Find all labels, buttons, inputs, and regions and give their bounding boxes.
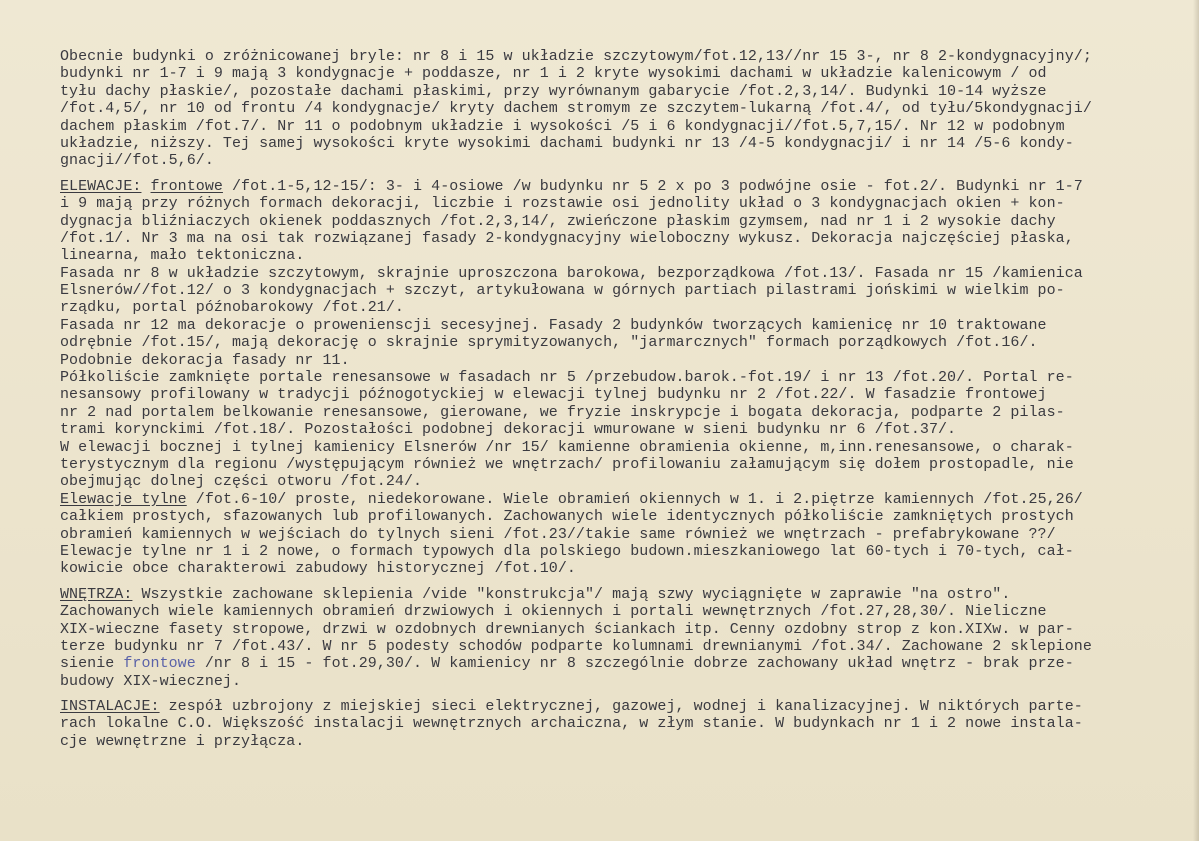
text-line: [60, 352, 1180, 369]
text-line: [60, 195, 1180, 212]
text-line: [60, 48, 1180, 65]
text-line: [60, 421, 1180, 438]
text-segment: cje wewnętrzne i przyłącza.: [60, 732, 305, 750]
text-segment: W elewacji bocznej i tylnej kamienicy Elsnerów /nr 15/ kamienne obramienia okienne, m,inn.renesansowe, o charak-: [60, 438, 1074, 456]
text-segment: obramień kamiennych w wejściach do tylnych sieni /fot.23//takie same również we wnętrzach - prefabrykowane ??/: [60, 525, 1056, 543]
text-segment: Elsnerów//fot.12/ o 3 kondygnacjach + szczyt, artykułowana w górnych partiach pilastrami jońskimi w wielkim po-: [60, 282, 1065, 300]
text-segment: /fot.6-10/ proste, niedekorowane. Wiele obramień okiennych w 1. i 2.piętrze kamiennych /fot.25,26/: [186, 490, 1083, 508]
text-line: [60, 369, 1180, 386]
document-body: [60, 48, 1180, 750]
text-segment: nesansowy profilowany w tradycji późnogotyckiej w elewacji tylnej budynku nr 2 /fot.22/. W fasadzie frontowej: [60, 386, 1047, 404]
text-segment: Fasada nr 12 ma dekoracje o prowenienscji secesyjnej. Fasady 2 budynków tworzących kamienicę nr 10 traktowane: [60, 316, 1047, 334]
text-line: [60, 638, 1180, 655]
text-line: [60, 473, 1180, 490]
text-line: [60, 491, 1180, 508]
text-segment: zespół uzbrojony z miejskiej sieci elektrycznej, gazowej, wodnej i kanalizacyjnej. W niktórych parte-: [159, 698, 1083, 716]
text-segment: frontowe: [150, 177, 223, 195]
text-line: [60, 152, 1180, 169]
text-segment: Fasada nr 8 w układzie szczytowym, skrajnie uproszczona barokowa, bezporządkowa /fot.13/. Fasada nr 15 /kamienica: [60, 264, 1083, 282]
text-segment: Elewacje tylne: [60, 490, 187, 508]
text-segment: trami korynckimi /fot.18/. Pozostałości podobnej dekoracji wmurowane w sieni budynku nr 6 /fot.37/.: [60, 421, 957, 439]
text-line: [60, 404, 1180, 421]
text-segment: budynki nr 1-7 i 9 mają 3 kondygnacje + poddasze, nr 1 i 2 kryte wysokimi dachami w układzie kalenicowym / od: [60, 65, 1047, 83]
text-line: [60, 508, 1180, 525]
text-line: [60, 673, 1180, 690]
text-line: [60, 698, 1180, 715]
text-segment: ELEWACJE:: [60, 177, 142, 195]
text-line: [60, 135, 1180, 152]
text-line: [60, 603, 1180, 620]
text-segment: /fot.1-5,12-15/: 3- i 4-osiowe /w budynku nr 5 2 x po 3 podwójne osie - fot.2/. Budynki nr 1-7: [222, 177, 1083, 195]
text-segment: dachem płaskim /fot.7/. Nr 11 o podobnym układzie i wysokości /5 i 6 kondygnacji//fot.5,7,15/. Nr 12 w podobnym: [60, 117, 1065, 135]
text-line: [60, 334, 1180, 351]
text-segment: i 9 mają przy różnych formach dekoracji, liczbie i rozstawie osi jednolity układ o 3 kondygnacjach okien + kon-: [60, 195, 1065, 213]
text-line: [60, 560, 1180, 577]
text-line: [60, 282, 1180, 299]
text-line: [60, 299, 1180, 316]
text-line: [60, 265, 1180, 282]
text-segment: INSTALACJE:: [60, 698, 160, 716]
text-segment: /nr 8 i 15 - fot.29,30/. W kamienicy nr 8 szczególnie dobrze zachowany układ wnętrz - brak prze-: [195, 655, 1074, 673]
text-segment: budowy XIX-wiecznej.: [60, 672, 242, 690]
text-line: [60, 178, 1180, 195]
text-segment: sienie: [60, 655, 124, 673]
text-segment: rządku, portal późnobarokowy /fot.21/.: [60, 299, 404, 317]
text-line: [60, 317, 1180, 334]
text-segment: [141, 178, 150, 195]
text-segment: Elewacje tylne nr 1 i 2 nowe, o formach typowych dla polskiego budown.mieszkaniowego lat 60-tych i 70-tych, cał-: [60, 542, 1074, 560]
paragraph-gap: [60, 170, 1180, 178]
text-line: [60, 586, 1180, 603]
text-line: [60, 439, 1180, 456]
text-segment: odrębnie /fot.15/, mają dekorację o skrajnie sprymityzowanych, "jarmarcznych" formach porządkowych /fot.16/.: [60, 334, 1038, 352]
text-line: [60, 621, 1180, 638]
text-segment: linearna, mało tektoniczna.: [60, 247, 305, 265]
text-segment: Wszystkie zachowane sklepienia /vide "konstrukcja"/ mają szwy wyciągnięte w zaprawie "na ostro".: [132, 585, 1011, 603]
text-segment: terystycznym dla regionu /występującym również we wnętrzach/ profilowaniu załamującym się dołem prostopadle, nie: [60, 455, 1074, 473]
text-line: [60, 543, 1180, 560]
text-line: [60, 213, 1180, 230]
text-segment: Półkoliście zamknięte portale renesansowe w fasadach nr 5 /przebudow.barok.-fot.19/ i nr 13 /fot.20/. Portal re-: [60, 369, 1074, 387]
text-line: [60, 733, 1180, 750]
text-line: [60, 83, 1180, 100]
text-segment: tyłu dachy płaskie/, pozostałe dachami płaskimi, przy wyrównanym gabarycie /fot.2,3,14/. Budynki 10-14 wyższe: [60, 82, 1047, 100]
text-line: [60, 715, 1180, 732]
text-line: [60, 100, 1180, 117]
paper-edge-shadow: [1193, 0, 1199, 841]
text-line: [60, 526, 1180, 543]
text-line: [60, 65, 1180, 82]
text-segment: kowicie obce charakterowi zabudowy historycznej /fot.10/.: [60, 560, 576, 578]
text-segment: Obecnie budynki o zróżnicowanej bryle: nr 8 i 15 w układzie szczytowym/fot.12,13//nr 15 3-, nr 8 2-kondygnacyjny/;: [60, 48, 1092, 65]
text-segment: nr 2 nad portalem belkowanie renesansowe, gierowane, we fryzie inskrypcje i bogata dekoracja, podparte 2 pilas-: [60, 403, 1065, 421]
text-segment: rach lokalne C.O. Większość instalacji wewnętrznych archaiczna, w złym stanie. W budynkach nr 1 i 2 nowe instala-: [60, 715, 1083, 733]
text-segment: WNĘTRZA:: [60, 585, 133, 603]
text-segment: XIX-wieczne fasety stropowe, drzwi w ozdobnych drewnianych ściankach itp. Cenny ozdobny strop z kon.XIXw. w par-: [60, 620, 1074, 638]
text-line: [60, 386, 1180, 403]
text-segment: /fot.4,5/, nr 10 od frontu /4 kondygnacje/ kryty dachem stromym ze szczytem-lukarną /fot.4/, od tyłu/5kondygnacji/: [60, 100, 1092, 118]
paragraph-gap: [60, 578, 1180, 586]
text-line: [60, 247, 1180, 264]
text-segment: układzie, niższy. Tej samej wysokości kryte wysokimi dachami budynki nr 13 /4-5 kondygnacji/ i nr 14 /5-6 kondy-: [60, 134, 1074, 152]
text-line: [60, 230, 1180, 247]
text-segment: terze budynku nr 7 /fot.43/. W nr 5 podesty schodów podparte kolumnami drewnianymi /fot.34/. Zachowane 2 sklepione: [60, 637, 1092, 655]
text-segment: obejmując dolnej części otworu /fot.24/.: [60, 473, 423, 491]
text-segment: Podobnie dekoracja fasady nr 11.: [60, 351, 350, 369]
text-line: [60, 456, 1180, 473]
text-segment: dygnacja bliźniaczych okienek poddasznych /fot.2,3,14/, zwieńczone płaskim gzymsem, nad nr 1 i 2 wysokie dachy: [60, 212, 1056, 230]
text-segment: całkiem prostych, sfazowanych lub profilowanych. Zachowanych wiele identycznych półkoliście zamkniętych prostych: [60, 508, 1074, 526]
text-line: [60, 655, 1180, 672]
text-segment: Zachowanych wiele kamiennych obramień drzwiowych i okiennych i portali wewnętrznych /fot.27,28,30/. Nieliczne: [60, 603, 1047, 621]
text-line: [60, 118, 1180, 135]
text-segment: frontowe: [123, 655, 196, 673]
text-segment: gnacji//fot.5,6/.: [60, 152, 214, 170]
text-segment: /fot.1/. Nr 3 ma na osi tak rozwiązanej fasady 2-kondygnacyjny wieloboczny wykusz. Dekoracja najczęściej płaska,: [60, 229, 1074, 247]
paragraph-gap: [60, 690, 1180, 698]
